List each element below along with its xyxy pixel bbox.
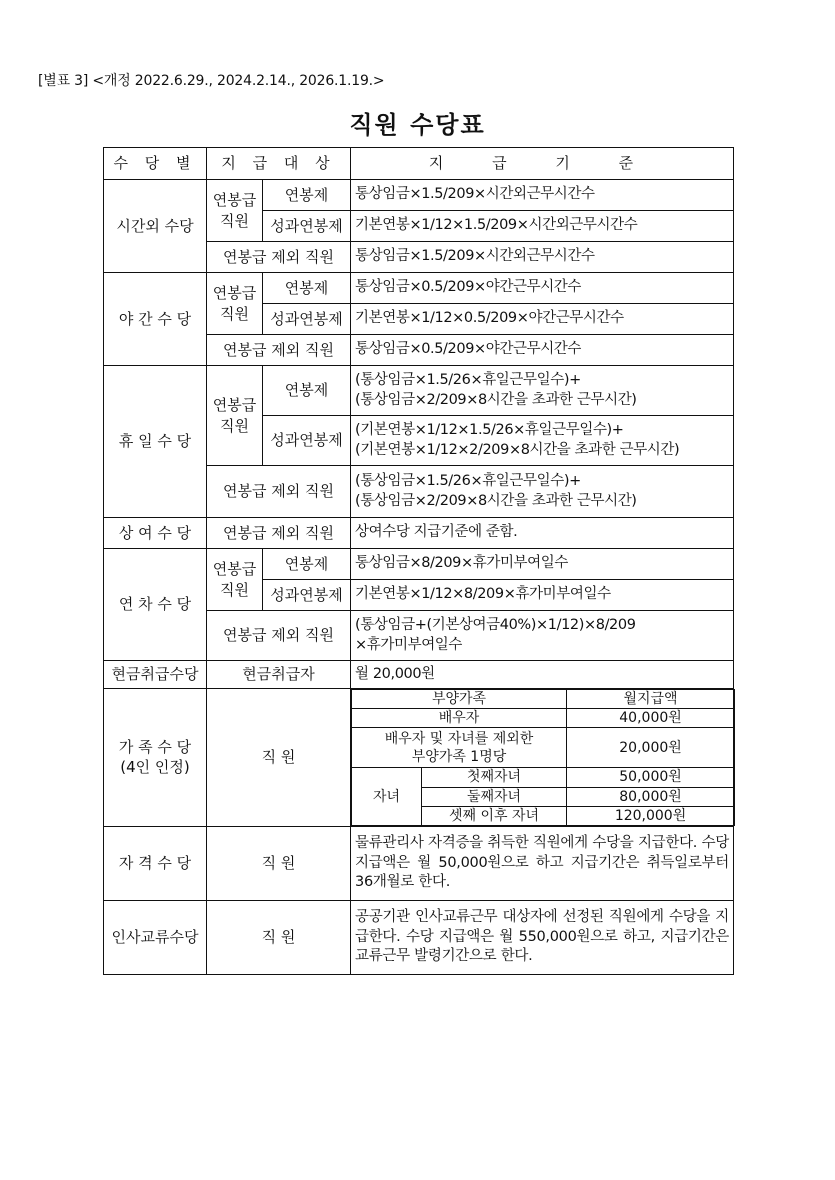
- criteria: 통상임금×1.5/209×시간외근무시간수: [351, 180, 734, 211]
- criteria-line: (기본연봉×1/12×2/209×8시간을 초과한 근무시간): [355, 441, 680, 458]
- allowance-name: 시간외 수당: [104, 180, 207, 273]
- column-header-criteria: 지 급 기 준: [351, 148, 734, 180]
- column-header-allowance: 수 당 별: [104, 148, 207, 180]
- target-sub: 연봉제: [263, 273, 351, 304]
- amount: 20,000원: [567, 728, 735, 768]
- criteria-line: (기본연봉×1/12×1.5/26×휴일근무일수)+: [355, 421, 624, 438]
- table-row: [352, 709, 735, 728]
- criteria-line: (통상임금×2/209×8시간을 초과한 근무시간): [355, 391, 637, 408]
- criteria: [351, 366, 734, 416]
- target-sub: 성과연봉제: [263, 416, 351, 466]
- dependent-label: 자녀: [352, 768, 422, 826]
- child-label: 셋째 이후 자녀: [422, 806, 567, 825]
- table-row: [104, 661, 734, 689]
- target-sub: 성과연봉제: [263, 304, 351, 335]
- criteria: 기본연봉×1/12×0.5/209×야간근무시간수: [351, 304, 734, 335]
- amount: 50,000원: [567, 768, 735, 787]
- amount: 120,000원: [567, 806, 735, 825]
- target-sub: 성과연봉제: [263, 580, 351, 611]
- dependent-label: [352, 728, 567, 768]
- target-sub: 연봉제: [263, 366, 351, 416]
- criteria: 공공기관 인사교류근무 대상자에 선정된 직원에게 수당을 지급한다. 수당 지급액은 월 550,000원으로 하고, 지급기간은 교류근무 발령기간으로 한다.: [351, 900, 734, 974]
- target-group: 연봉급 직원: [207, 366, 263, 466]
- header-dependent: 부양가족: [352, 690, 567, 709]
- target: 연봉급 제외 직원: [207, 335, 351, 366]
- table-row: [104, 366, 734, 416]
- criteria: 기본연봉×1/12×8/209×휴가미부여일수: [351, 580, 734, 611]
- table-row: [104, 518, 734, 549]
- allowance-name: 휴 일 수 당: [104, 366, 207, 518]
- table-row: [352, 690, 735, 709]
- table-row: [104, 689, 734, 827]
- criteria: 기본연봉×1/12×1.5/209×시간외근무시간수: [351, 211, 734, 242]
- amount: 40,000원: [567, 709, 735, 728]
- criteria: [351, 466, 734, 518]
- target: 직 원: [207, 900, 351, 974]
- allowance-name: 연 차 수 당: [104, 549, 207, 661]
- criteria: 월 20,000원: [351, 661, 734, 689]
- criteria-line: (통상임금×2/209×8시간을 초과한 근무시간): [355, 492, 637, 509]
- allowance-name: 상 여 수 당: [104, 518, 207, 549]
- allowance-name: [104, 689, 207, 827]
- table-row: [104, 900, 734, 974]
- target: 연봉급 제외 직원: [207, 611, 351, 661]
- child-label: 첫째자녀: [422, 768, 567, 787]
- table-row: [352, 728, 735, 768]
- document-title: 직원 수당표: [349, 111, 486, 139]
- target: 연봉급 제외 직원: [207, 518, 351, 549]
- target: 현금취급자: [207, 661, 351, 689]
- target-sub: 연봉제: [263, 180, 351, 211]
- dependent-label-line: 배우자 및 자녀를 제외한: [384, 730, 534, 747]
- header-amount: 월지급액: [567, 690, 735, 709]
- table-row: [104, 549, 734, 580]
- criteria: [351, 611, 734, 661]
- target: 직 원: [207, 689, 351, 827]
- target-group: 연봉급 직원: [207, 180, 263, 242]
- table-row: [104, 826, 734, 900]
- target-sub: 연봉제: [263, 549, 351, 580]
- dependent-label-line: 부양가족 1명당: [411, 748, 507, 765]
- target-sub: 성과연봉제: [263, 211, 351, 242]
- table-row: [352, 768, 735, 787]
- dependent-label: 배우자: [352, 709, 567, 728]
- table-row: [104, 180, 734, 211]
- target: 연봉급 제외 직원: [207, 466, 351, 518]
- allowance-name: 자 격 수 당: [104, 826, 207, 900]
- amount: 80,000원: [567, 787, 735, 806]
- document-header: [별표 3] <개정 2022.6.29., 2024.2.14., 2026.1.19.>: [38, 73, 385, 89]
- table-row: [104, 273, 734, 304]
- criteria: 통상임금×1.5/209×시간외근무시간수: [351, 242, 734, 273]
- criteria: 통상임금×8/209×휴가미부여일수: [351, 549, 734, 580]
- target: 연봉급 제외 직원: [207, 242, 351, 273]
- allowance-name-line: (4인 인정): [120, 758, 190, 777]
- criteria: 상여수당 지급기준에 준함.: [351, 518, 734, 549]
- criteria: [351, 416, 734, 466]
- target-group: 연봉급 직원: [207, 273, 263, 335]
- criteria: 통상임금×0.5/209×야간근무시간수: [351, 335, 734, 366]
- allowance-name: 야 간 수 당: [104, 273, 207, 366]
- allowance-table: [103, 147, 734, 975]
- allowance-name-line: 가 족 수 당: [118, 738, 192, 757]
- family-allowance-table: [351, 689, 735, 826]
- criteria: 물류관리사 자격증을 취득한 직원에게 수당을 지급한다. 수당 지급액은 월 50,000원으로 하고 지급기간은 취득일로부터 36개월로 한다.: [351, 826, 734, 900]
- criteria: 통상임금×0.5/209×야간근무시간수: [351, 273, 734, 304]
- criteria-line: (통상임금×1.5/26×휴일근무일수)+: [355, 371, 581, 388]
- criteria-line: (통상임금+(기본상여금40%)×1/12)×8/209: [355, 616, 636, 633]
- criteria-line: (통상임금×1.5/26×휴일근무일수)+: [355, 472, 581, 489]
- allowance-name: 현금취급수당: [104, 661, 207, 689]
- column-header-target: 지 급 대 상: [207, 148, 351, 180]
- target: 직 원: [207, 826, 351, 900]
- table-header-row: [104, 148, 734, 180]
- child-label: 둘째자녀: [422, 787, 567, 806]
- allowance-name: 인사교류수당: [104, 900, 207, 974]
- family-allowance-table-cell: [351, 689, 734, 827]
- target-group: 연봉급 직원: [207, 549, 263, 611]
- criteria-line: ×휴가미부여일수: [355, 636, 463, 653]
